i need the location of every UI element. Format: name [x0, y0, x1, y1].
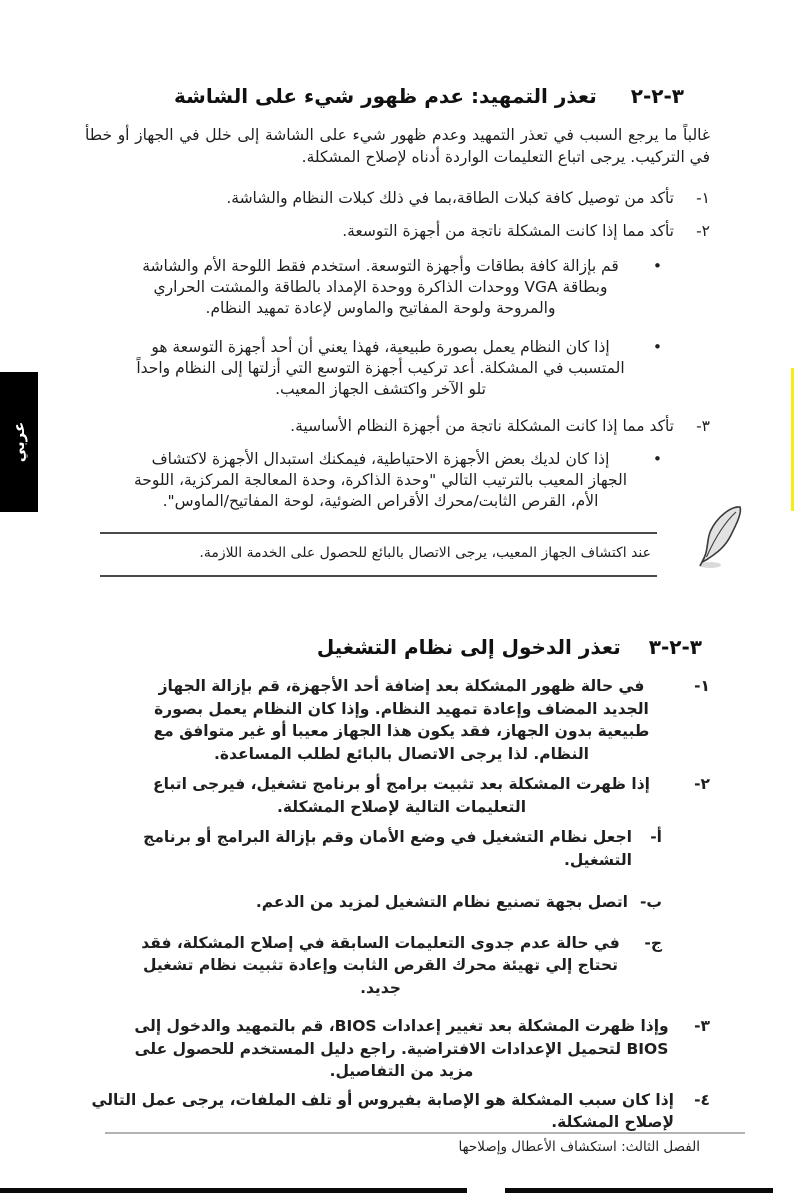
language-tab-arabic [0, 372, 38, 512]
bullet-icon: • [652, 257, 662, 275]
language-tab-label: عربي [10, 421, 29, 463]
list-text: اجعل نظام التشغيل في وضع الأمان وقم بإزالة البرامج أو برنامج التشغيل. [143, 828, 632, 869]
list-item [85, 675, 710, 765]
list-text: إذا كان لديك بعض الأجهزة الاحتياطية، فيمكنك استبدال الأجهزة لاكتشاف الجهاز المعيب بالترتيب التالي "وحدة الذاكرة، وحدة المعالجة المركزية، اللوحة الأم، القرص الثابت/محرك الأقراص الضوئية، لوحة المفاتيح/الماوس". [133, 450, 628, 510]
section1-number: ٣-٢-٢ [630, 84, 684, 108]
list-item [85, 449, 710, 512]
list-item [85, 1089, 710, 1134]
list-text: إذا ظهرت المشكلة بعد تثبيت برامج أو برنامج تشغيل، فيرجى اتباع التعليمات التالية لإصلاح المشكلة. [153, 775, 650, 816]
list-item [85, 932, 710, 1000]
list-marker: ج- [644, 933, 662, 952]
list-marker: ١- [694, 677, 710, 695]
list-item [85, 256, 710, 319]
note-text: عند اكتشاف الجهاز المعيب، يرجى الاتصال بالبائع للحصول على الخدمة اللازمة. [199, 545, 651, 561]
footer-divider [105, 1132, 745, 1134]
list-marker: أ- [650, 828, 662, 846]
list-marker: ب- [639, 893, 662, 911]
bottom-scan-line-left [0, 1188, 467, 1193]
list-marker: ٢- [696, 222, 710, 240]
list-text: في حالة ظهور المشكلة بعد إضافة أحد الأجهزة، قم بإزالة الجهاز الجديد المضاف وإعادة تمهيد النظام. وإذا كان النظام يعمل بصورة طبيعية بدون الجهاز، فقد يكون هذا الجهاز معيبا أو غير متوافق مع النظام. لذا يرجى الاتصال بالبائع لطلب المساعدة. [153, 677, 650, 763]
list-text: قم بإزالة كافة بطاقات وأجهزة التوسعة. استخدم فقط اللوحة الأم والشاشة وبطاقة VGA ووحدات الذاكرة ووحدة الإمداد بالطاقة والمشتت الحراري والمروحة ولوحة المفاتيح والماوس لإعادة تمهيد النظام. [142, 257, 619, 317]
list-item [85, 773, 710, 818]
list-item [85, 1015, 710, 1083]
list-marker: ٤- [694, 1090, 710, 1109]
section2-number: ٣-٢-٣ [648, 635, 702, 659]
list-text: في حالة عدم جدوى التعليمات السابقة في إصلاح المشكلة، فقد تحتاج إلي تهيئة محرك القرص الثابت وإعادة تثبيت نظام تشغيل جديد. [141, 933, 620, 997]
list-item [85, 891, 710, 914]
list-text: إذا كان سبب المشكلة هو الإصابة بفيروس أو تلف الملفات، يرجى عمل التالي لإصلاح المشكلة. [91, 1090, 674, 1131]
list-item [85, 416, 710, 437]
list-marker: ٣- [694, 1017, 710, 1035]
bottom-scan-line-right [505, 1188, 773, 1193]
section2-title: تعذر الدخول إلى نظام التشغيل [316, 635, 621, 659]
list-text: تأكد من توصيل كافة كبلات الطاقة،بما في ذلك كبلات النظام والشاشة. [226, 189, 674, 207]
list-text: وإذا ظهرت المشكلة بعد تغيير إعدادات BIOS، قم بالتمهيد والدخول إلى BIOS لتحميل الإعدادات الافتراضية. راجع دليل المستخدم للحصول على مزيد من التفاصيل. [134, 1017, 669, 1080]
footer-chapter-label: الفصل الثالث: استكشاف الأعطال وإصلاحها [458, 1139, 700, 1155]
section1-title: تعذر التمهيد: عدم ظهور شيء على الشاشة [174, 84, 597, 108]
list-text: تأكد مما إذا كانت المشكلة ناتجة من أجهزة النظام الأساسية. [290, 417, 674, 435]
section2 [85, 635, 710, 1134]
list-text: إذا كان النظام يعمل بصورة طبيعية، فهذا يعني أن أحد أجهزة التوسعة هو المتسبب في المشكلة. أعد تركيب أجهزة التوسع التي أزلتها إلى النظام واحداً تلو الآخر واكتشف الجهاز المعيب. [136, 338, 625, 398]
bullet-icon: • [652, 338, 662, 356]
list-marker: ٣- [696, 417, 710, 435]
section1-intro: غالباً ما يرجع السبب في تعذر التمهيد وعدم ظهور شيء على الشاشة إلى خلل في الجهاز أو خطأ في التركيب. يرجى اتباع التعليمات الواردة أدناه لإصلاح المشكلة. [85, 126, 710, 166]
list-marker: ٢- [694, 775, 710, 793]
bullet-icon: • [652, 450, 662, 468]
section1-heading [85, 84, 710, 108]
list-text: اتصل بجهة تصنيع نظام التشغيل لمزيد من الدعم. [255, 893, 628, 911]
quill-pen-icon [695, 504, 747, 570]
list-item [85, 826, 710, 871]
list-item [85, 337, 710, 400]
yellow-edge-stripe [791, 368, 794, 511]
page-content [85, 0, 710, 1134]
list-item [85, 221, 710, 242]
note-callout [100, 532, 657, 577]
section2-heading [85, 635, 710, 659]
list-marker: ١- [696, 189, 710, 207]
list-item [85, 188, 710, 209]
list-text: تأكد مما إذا كانت المشكلة ناتجة من أجهزة التوسعة. [342, 222, 674, 240]
